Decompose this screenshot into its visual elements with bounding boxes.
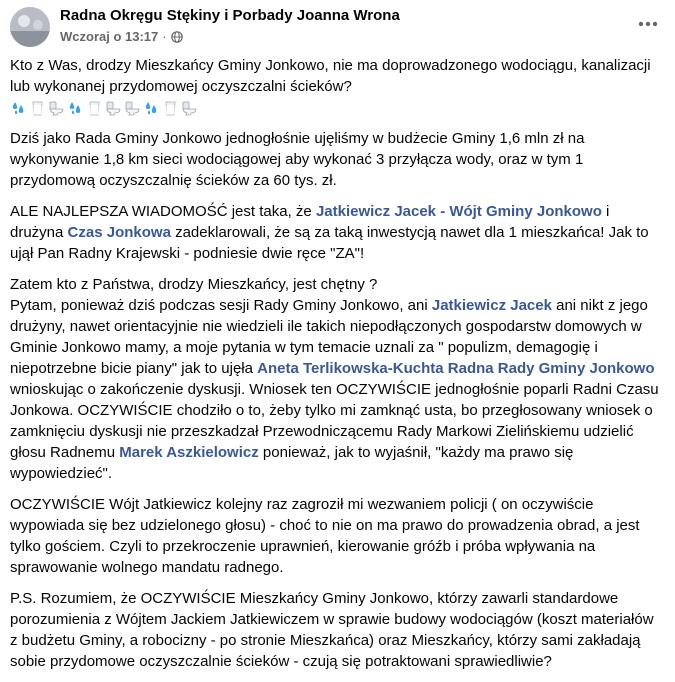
mention-jatkiewicz-jacek[interactable]: Jatkiewicz Jacek: [431, 297, 552, 314]
milk-glass-icon: [162, 100, 179, 117]
paragraph-budget: Dziś jako Rada Gminy Jonkowo jednogłośnie ujęliśmy w budżecie Gminy 1,6 mln zł na wykonywanie 1,8 km sieci wodociągowej aby wykonać 3 przyłącza wody, oraz w tym 1 przydomową oczyszczalnię ścieków za 60 tys. zł.: [10, 130, 585, 189]
paragraph-ps: P.S. Rozumiem, że OCZYWIŚCIE Mieszkańcy Gminy Jonkowo, którzy zawarli standardowe porozumienia z Wójtem Jackiem Jatkiewiczem w sprawie budowy wodociągów (koszt materiałów z budżetu Gminy, a robocizny - po stronie Mieszkańca) oraz Mieszkańcy, którzy sami zakładają sobie przydomowe oczyszczalnie ścieków - czują się potraktowani sprawiedliwie?: [10, 590, 654, 670]
text-segment: zadeklarowali, że są za taką inwestycją nawet dla 1 mieszkańca! Jak to ujął Pan Radny Krajewski - podniesie dwie ręce "ZA"!: [10, 224, 649, 262]
text-segment: ponieważ, jak to wyjaśnił, "każdy ma prawo się wypowiedzieć".: [10, 444, 574, 482]
milk-glass-icon: [29, 100, 46, 117]
meta-separator: ·: [162, 29, 167, 44]
paragraph-text: Kto z Was, drodzy Mieszkańcy Gminy Jonkowo, nie ma doprowadzonego wodociągu, kanalizacji lub wykonanej przydomowej oczyszczalni ścieków?: [10, 57, 651, 95]
more-options-icon[interactable]: [633, 12, 663, 36]
post-header: [10, 4, 665, 52]
droplets-icon: [143, 100, 160, 117]
milk-glass-icon: [86, 100, 103, 117]
paragraph-police: OCZYWIŚCIE Wójt Jatkiewicz kolejny raz zagroził mi wezwaniem policji ( on oczywiście wypowiada się bez udzielonego głosu) - choć to nie on ma prawo do prowadzenia obrad, a jest tylko gościem. Czyli to przekroczenie uprawnień, kierowanie gróźb i próba wpływania na sprawowanie wolnego mandatu radnego.: [10, 496, 640, 576]
text-segment: Pytam, ponieważ dziś podczas sesji Rady Gminy Jonkowo, ani: [10, 297, 432, 314]
mention-jatkiewicz-wojt[interactable]: Jatkiewicz Jacek - Wójt Gminy Jonkowo: [315, 203, 602, 220]
mention-aneta-terlikowska[interactable]: Aneta Terlikowska-Kuchta: [257, 360, 444, 377]
paragraph-question: [10, 55, 665, 118]
text-segment: ani nikt z jego drużyny, nawet orientacyjnie nie wiedzieli ile takich niepodłączonych gospodarstw domowych w Gminie Jonkowo mamy, a moje pytania w tym temacie uznali za " populizm, demagogię i niepotrzebne bicie piany" jak to ujęła: [10, 297, 648, 377]
avatar[interactable]: [10, 7, 50, 47]
post-timestamp[interactable]: Wczoraj o 13:17: [60, 29, 159, 44]
toilet-icon: [181, 100, 198, 117]
text-segment: i drużyna: [10, 203, 610, 241]
paragraph-session: [10, 274, 665, 484]
mention-czas-jonkowa[interactable]: Czas Jonkowa: [67, 224, 171, 241]
mention-radna-rady[interactable]: Radna Rady Gminy Jonkowo: [447, 360, 655, 377]
toilet-icon: [124, 100, 141, 117]
text-segment: ALE NAJLEPSZA WIADOMOŚĆ jest taka, że: [10, 203, 316, 220]
toilet-icon: [105, 100, 122, 117]
toilet-icon: [48, 100, 65, 117]
emoji-row: [10, 100, 198, 117]
droplets-icon: [10, 100, 27, 117]
mention-marek-aszkielowicz[interactable]: Marek Aszkielowicz: [119, 444, 259, 461]
paragraph-news: [10, 201, 665, 264]
text-segment: Zatem kto z Państwa, drodzy Mieszkańcy, jest chętny ?: [10, 276, 378, 293]
text-segment: wnioskując o zakończenie dyskusji. Wniosek ten OCZYWIŚCIE jednogłośnie poparli Radni Czasu Jonkowa. OCZYWIŚCIE chodziło o to, żeby tylko mi zamknąć usta, bo przegłosowany wniosek o zamknięciu dyskusji nie przeszkadzał Przewodniczącemu Rady Markowi Zielińskiemu udzielić głosu Radnemu: [10, 381, 659, 461]
post-meta: [60, 29, 183, 44]
author-name[interactable]: Radna Okręgu Stękiny i Porbady Joanna Wrona: [60, 7, 400, 24]
post-content: [10, 55, 665, 682]
droplets-icon: [67, 100, 84, 117]
globe-icon: [171, 31, 183, 43]
